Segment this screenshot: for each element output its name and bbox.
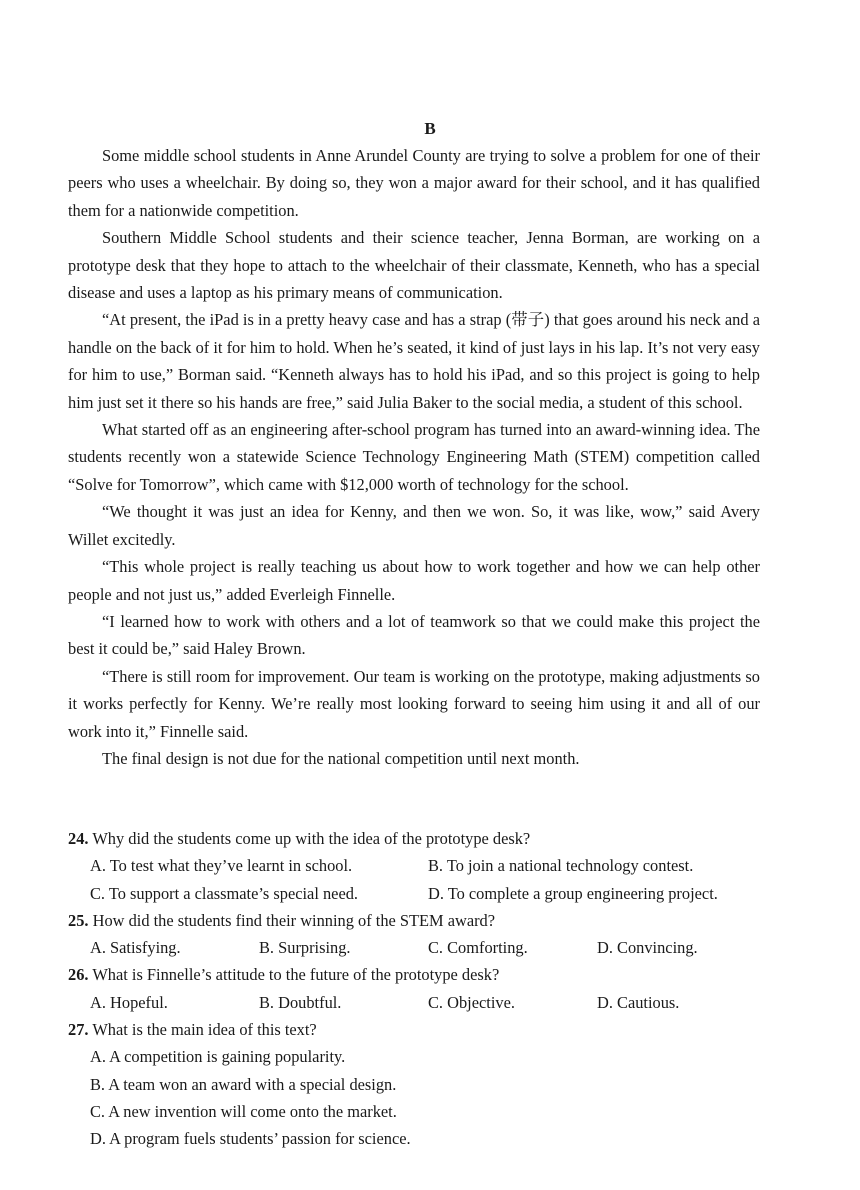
question-stem (68, 1016, 768, 1043)
passage-paragraph: “This whole project is really teaching us about how to work together and how we can help other people and not just us,” added Everleigh Finnelle. (68, 557, 760, 604)
question-number: 24. (68, 829, 89, 848)
option-b: B. Surprising. (259, 938, 351, 958)
option-row (90, 934, 768, 961)
question-24 (68, 825, 768, 907)
option-d: D. Convincing. (597, 938, 698, 958)
option-b: B. A team won an award with a special design. (90, 1074, 397, 1094)
option-a: A. Hopeful. (90, 992, 168, 1012)
question-26 (68, 961, 768, 1016)
question-text: Why did the students come up with the idea of the prototype desk? (92, 829, 531, 848)
option-d: D. Cautious. (597, 992, 680, 1012)
option-d: D. A program fuels students’ passion for science. (90, 1129, 411, 1149)
question-number: 27. (68, 1020, 89, 1040)
passage-paragraph: “We thought it was just an idea for Kenny, and then we won. So, it was like, wow,” said Avery Willet excitedly. (68, 502, 760, 549)
option-c: C. To support a classmate’s special need. (90, 883, 359, 903)
question-25 (68, 907, 768, 962)
passage-paragraph: Southern Middle School students and their science teacher, Jenna Borman, are working on a prototype desk that they hope to attach to the wheelchair of their classmate, Kenneth, who has a special disease and uses a laptop as his primary means of communication. (68, 228, 760, 303)
question-stem (68, 907, 768, 934)
question-text: What is Finnelle’s attitude to the future of the prototype desk? (92, 965, 500, 985)
passage-paragraph: “At present, the iPad is in a pretty heavy case and has a strap (带子) that goes around his neck and a handle on the back of it for him to hold. When he’s seated, it kind of just lays in his lap. It’s not very easy for him to use,” Borman said. “Kenneth always has to hold his iPad, and so this project is going to help him just set it there so his hands are free,” said Julia Baker to the social media, a student of this school. (68, 310, 760, 412)
option-c: C. A new invention will come onto the market. (90, 1101, 397, 1121)
option-d: D. To complete a group engineering project. (428, 883, 718, 903)
reading-passage (68, 142, 760, 772)
passage-paragraph: Some middle school students in Anne Arundel County are trying to solve a problem for one of their peers who uses a wheelchair. By doing so, they won a major award for their school, and it has qualified them for a nationwide competition. (68, 146, 760, 220)
option-a: A. To test what they’ve learnt in school. (90, 856, 353, 876)
option-b: B. Doubtful. (259, 992, 342, 1012)
question-stem (68, 961, 768, 988)
question-text: How did the students find their winning of the STEM award? (92, 910, 496, 930)
option-row (90, 1125, 768, 1152)
option-a: A. Satisfying. (90, 938, 181, 958)
option-a: A. A competition is gaining popularity. (90, 1047, 346, 1067)
passage-paragraph: The final design is not due for the national competition until next month. (102, 748, 580, 768)
option-c: C. Objective. (428, 992, 515, 1012)
passage-paragraph: “I learned how to work with others and a lot of teamwork so that we could make this project the best it could be,” said Haley Brown. (68, 611, 760, 659)
question-27 (68, 1016, 768, 1152)
option-c: C. Comforting. (428, 938, 528, 958)
question-number: 25. (68, 910, 89, 930)
option-row (90, 852, 768, 879)
question-list (68, 825, 768, 1153)
question-number: 26. (68, 965, 89, 985)
section-title: B (424, 119, 436, 138)
option-row (90, 1043, 768, 1070)
question-stem (68, 825, 768, 852)
question-text: What is the main idea of this text? (92, 1020, 317, 1040)
option-row (90, 1071, 768, 1098)
passage-paragraph: “There is still room for improvement. Our team is working on the prototype, making adjustments so it works perfectly for Kenny. We’re really most looking forward to seeing him using it and all of our work into it,” Finnelle said. (68, 666, 760, 741)
passage-paragraph: What started off as an engineering after-school program has turned into an award-winning idea. The students recently won a statewide Science Technology Engineering Math (STEM) competition called “Solve for Tomorrow”, which came with $12,000 worth of technology for the school. (68, 420, 760, 494)
option-b: B. To join a national technology contest. (428, 856, 694, 876)
option-row (90, 880, 768, 907)
option-row (90, 989, 768, 1016)
option-row (90, 1098, 768, 1125)
